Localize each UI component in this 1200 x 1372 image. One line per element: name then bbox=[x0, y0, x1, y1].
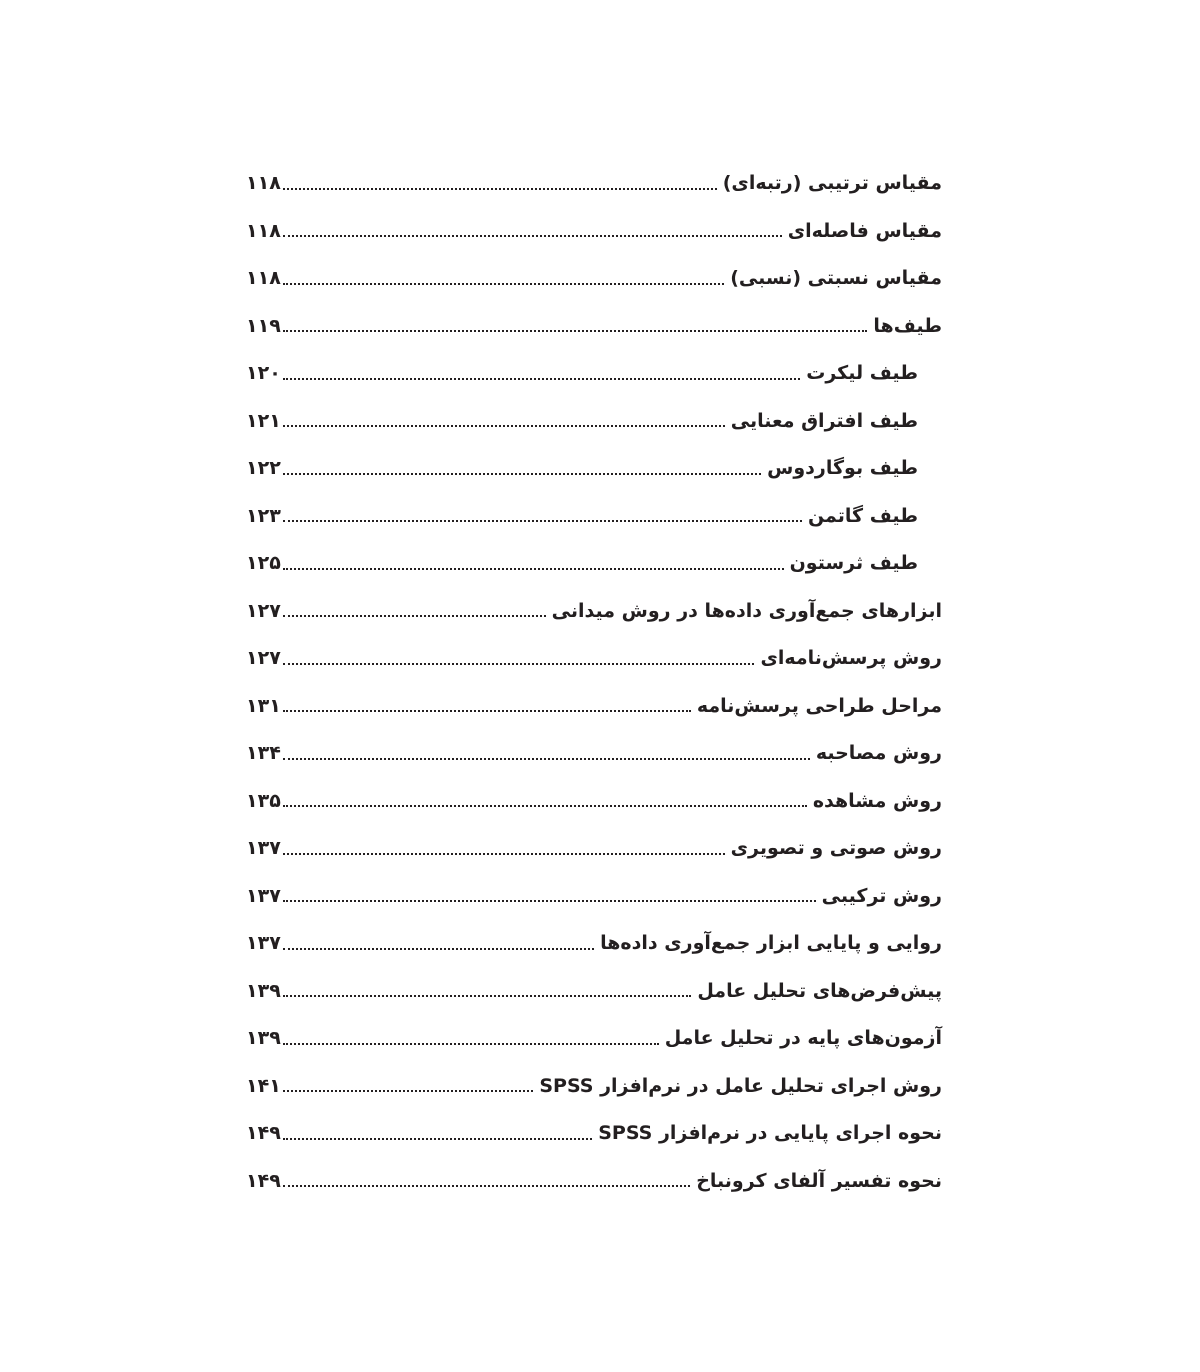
toc-entry-title: آزمون‌های پایه در تحلیل عامل bbox=[664, 1027, 942, 1049]
dot-leader bbox=[283, 1138, 592, 1140]
toc-entry-title: روش ترکیبی bbox=[821, 884, 942, 907]
table-of-contents bbox=[246, 160, 942, 1205]
toc-entry bbox=[246, 445, 942, 493]
toc-entry-title: مقیاس فاصله‌ای bbox=[787, 219, 942, 242]
toc-entry-title: طیف‌ها bbox=[873, 314, 942, 337]
toc-entry bbox=[246, 398, 942, 446]
toc-entry-page-number: ۱۳۷ bbox=[246, 837, 281, 859]
dot-leader bbox=[283, 995, 692, 997]
toc-entry bbox=[246, 1015, 942, 1063]
toc-entry bbox=[246, 208, 942, 256]
toc-entry-title: طیف افتراق معنایی bbox=[730, 409, 918, 432]
dot-leader bbox=[283, 188, 717, 190]
toc-entry-page-number: ۱۳۹ bbox=[246, 979, 281, 1002]
toc-entry-page-number: ۱۱۸ bbox=[246, 267, 281, 289]
dot-leader bbox=[283, 758, 810, 760]
toc-entry-page-number: ۱۴۹ bbox=[246, 1122, 281, 1144]
toc-entry bbox=[246, 635, 942, 683]
toc-entry-title: طیف گاتمن bbox=[807, 504, 918, 527]
toc-entry bbox=[246, 920, 942, 968]
toc-entry-title: نحوه اجرای پایایی در نرم‌افزار SPSS bbox=[598, 1122, 942, 1144]
dot-leader bbox=[283, 235, 782, 237]
toc-entry bbox=[246, 350, 942, 398]
toc-entry-page-number: ۱۳۹ bbox=[246, 1027, 281, 1049]
toc-entry-title: طیف لیکرت bbox=[806, 362, 918, 384]
toc-entry-title: طیف بوگاردوس bbox=[767, 457, 918, 479]
toc-entry-page-number: ۱۱۸ bbox=[246, 219, 281, 242]
toc-entry-title: روش صوتی و تصویری bbox=[730, 837, 942, 859]
toc-entry-page-number: ۱۳۷ bbox=[246, 884, 281, 907]
toc-entry-page-number: ۱۳۱ bbox=[246, 694, 281, 717]
dot-leader bbox=[283, 330, 868, 332]
toc-entry bbox=[246, 968, 942, 1016]
dot-leader bbox=[283, 283, 724, 285]
toc-entry-title: نحوه تفسیر آلفای کرونباخ bbox=[696, 1169, 942, 1192]
toc-entry-title: مراحل طراحی پرسش‌نامه bbox=[696, 694, 942, 717]
toc-entry bbox=[246, 493, 942, 541]
toc-entry bbox=[246, 778, 942, 826]
dot-leader bbox=[283, 520, 802, 522]
dot-leader bbox=[283, 425, 725, 427]
toc-entry-page-number: ۱۳۷ bbox=[246, 932, 281, 954]
dot-leader bbox=[283, 1043, 659, 1045]
toc-entry bbox=[246, 255, 942, 303]
toc-entry bbox=[246, 825, 942, 873]
dot-leader bbox=[283, 948, 594, 950]
toc-entry-page-number: ۱۲۷ bbox=[246, 647, 281, 669]
dot-leader bbox=[283, 805, 807, 807]
toc-entry-title: روش پرسش‌نامه‌ای bbox=[760, 647, 942, 669]
toc-entry bbox=[246, 1158, 942, 1206]
toc-entry bbox=[246, 1063, 942, 1111]
toc-entry-page-number: ۱۳۴ bbox=[246, 742, 281, 764]
toc-entry bbox=[246, 540, 942, 588]
toc-entry-title: پیش‌فرض‌های تحلیل عامل bbox=[697, 979, 942, 1002]
toc-entry-page-number: ۱۲۱ bbox=[246, 409, 281, 432]
dot-leader bbox=[283, 900, 816, 902]
dot-leader bbox=[283, 1185, 690, 1187]
toc-entry-page-number: ۱۲۳ bbox=[246, 504, 281, 527]
toc-entry-page-number: ۱۳۵ bbox=[246, 789, 281, 812]
toc-entry bbox=[246, 683, 942, 731]
toc-entry-page-number: ۱۲۷ bbox=[246, 599, 281, 622]
toc-entry bbox=[246, 160, 942, 208]
toc-entry-page-number: ۱۱۹ bbox=[246, 314, 281, 337]
toc-entry-title: طیف ثرستون bbox=[789, 552, 918, 574]
toc-entry-page-number: ۱۲۵ bbox=[246, 552, 281, 574]
toc-entry-title: ابزارهای جمع‌آوری داده‌ها در روش میدانی bbox=[551, 599, 942, 622]
dot-leader bbox=[283, 1090, 534, 1092]
toc-entry bbox=[246, 730, 942, 778]
toc-entry-page-number: ۱۴۹ bbox=[246, 1169, 281, 1192]
dot-leader bbox=[283, 615, 546, 617]
toc-entry bbox=[246, 873, 942, 921]
toc-entry-page-number: ۱۲۰ bbox=[246, 362, 281, 384]
toc-entry-title: مقیاس ترتیبی (رتبه‌ای) bbox=[722, 172, 942, 194]
dot-leader bbox=[283, 710, 691, 712]
dot-leader bbox=[283, 378, 800, 380]
dot-leader bbox=[283, 568, 784, 570]
dot-leader bbox=[283, 473, 761, 475]
toc-entry-page-number: ۱۱۸ bbox=[246, 172, 281, 194]
toc-entry-page-number: ۱۲۲ bbox=[246, 457, 281, 479]
dot-leader bbox=[283, 663, 755, 665]
dot-leader bbox=[283, 853, 725, 855]
toc-entry-title: روش اجرای تحلیل عامل در نرم‌افزار SPSS bbox=[539, 1074, 942, 1097]
toc-entry bbox=[246, 1110, 942, 1158]
toc-entry-title: روش مصاحبه bbox=[815, 742, 942, 764]
toc-entry-title: روش مشاهده bbox=[812, 789, 942, 812]
toc-entry bbox=[246, 303, 942, 351]
toc-entry bbox=[246, 588, 942, 636]
toc-entry-page-number: ۱۴۱ bbox=[246, 1074, 281, 1097]
toc-entry-title: روایی و پایایی ابزار جمع‌آوری داده‌ها bbox=[600, 932, 942, 954]
toc-entry-title: مقیاس نسبتی (نسبی) bbox=[730, 267, 942, 289]
